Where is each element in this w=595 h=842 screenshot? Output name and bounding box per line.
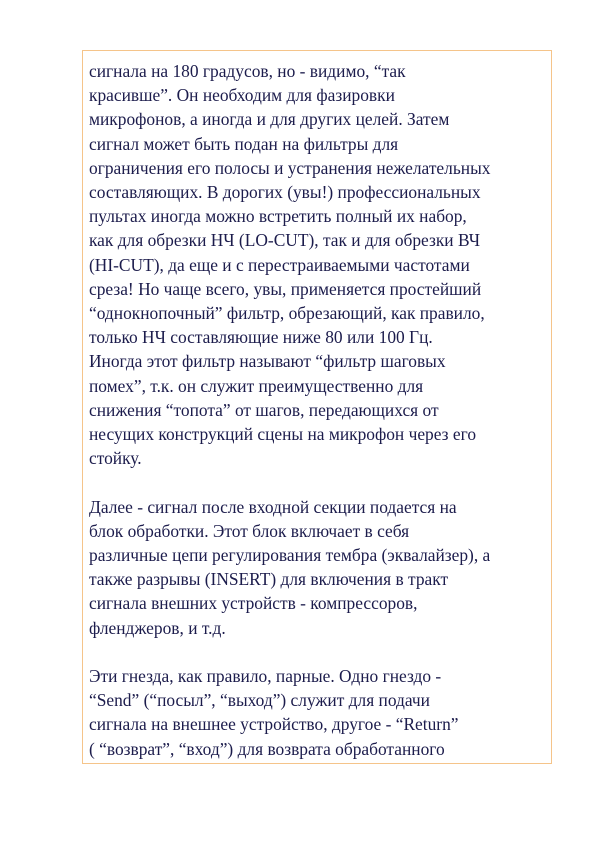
text-line: красивше”. Он необходим для фазировки bbox=[89, 85, 395, 106]
text-line: Иногда этот фильтр называют “фильтр шаговых bbox=[89, 351, 446, 372]
text-line: сигнала внешних устройств - компрессоров, bbox=[89, 593, 418, 614]
text-line: “Send” (“посыл”, “выход”) служит для подачи bbox=[89, 690, 430, 711]
text-line: только НЧ составляющие ниже 80 или 100 Гц. bbox=[89, 327, 433, 348]
text-line: Далее - сигнал после входной секции подается на bbox=[89, 496, 457, 517]
text-line: составляющих. В дорогих (увы!) профессиональных bbox=[89, 182, 481, 203]
text-line: пультах иногда можно встретить полный их набор, bbox=[89, 206, 467, 227]
text-line: микрофонов, а иногда и для других целей. Затем bbox=[89, 109, 450, 130]
text-line: Эти гнезда, как правило, парные. Одно гнездо - bbox=[89, 666, 442, 687]
text-line: помех”, т.к. он служит преимущественно для bbox=[89, 375, 424, 396]
text-line: сигнал может быть подан на фильтры для bbox=[89, 133, 399, 154]
text-line: как для обрезки НЧ (LO-CUT), так и для обрезки ВЧ bbox=[89, 230, 480, 251]
paragraph-3 bbox=[89, 664, 549, 761]
text-line: стойку. bbox=[89, 448, 142, 469]
text-line: несущих конструкций сцены на микрофон через его bbox=[89, 424, 477, 445]
text-line: также разрывы (INSERT) для включения в тракт bbox=[89, 569, 449, 590]
text-line: (HI-CUT), да еще и с перестраиваемыми частотами bbox=[89, 254, 470, 275]
paragraph-2 bbox=[89, 495, 549, 640]
text-line: снижения “топота” от шагов, передающихся от bbox=[89, 399, 439, 420]
text-line: сигнала на 180 градусов, но - видимо, “так bbox=[89, 61, 406, 81]
text-line: “однокнопочный” фильтр, обрезающий, как правило, bbox=[89, 303, 485, 324]
text-line: фленджеров, и т.д. bbox=[89, 617, 226, 638]
text-line: ограничения его полосы и устранения нежелательных bbox=[89, 157, 491, 178]
text-line: среза! Но чаще всего, увы, применяется простейший bbox=[89, 278, 482, 299]
text-line: блок обработки. Этот блок включает в себя bbox=[89, 520, 410, 541]
paragraph-1 bbox=[89, 59, 549, 470]
document-body bbox=[89, 59, 549, 761]
text-line: ( “возврат”, “вход”) для возврата обработанного bbox=[89, 738, 445, 759]
text-line: сигнала на внешнее устройство, другое - “Return” bbox=[89, 714, 459, 735]
text-line: различные цепи регулирования тембра (эквалайзер), а bbox=[89, 545, 491, 566]
